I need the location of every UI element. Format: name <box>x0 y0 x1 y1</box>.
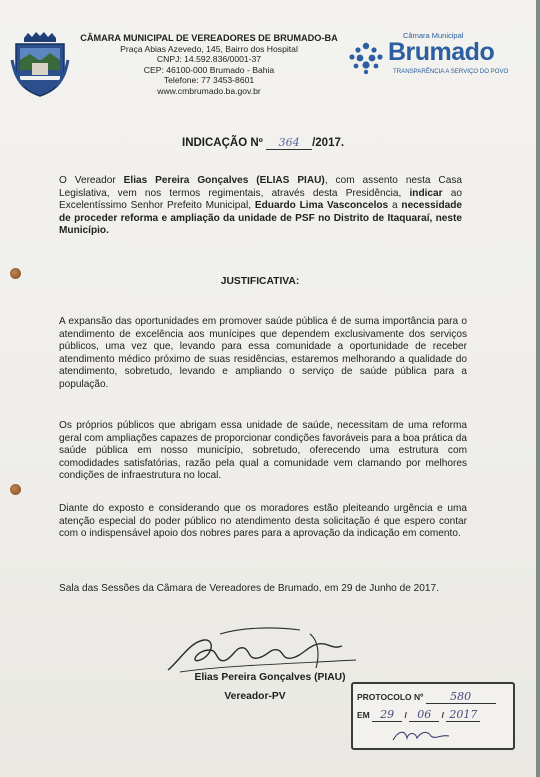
stamp-protocolo-row <box>357 690 496 704</box>
letterhead-cnpj: CNPJ: 14.592.836/0001-37 <box>156 54 262 65</box>
logo-dots-icon <box>347 41 385 75</box>
stamp-year: 2017 <box>446 708 480 722</box>
justificativa-paragraph-1: A expansão das oportunidades em promover saúde pública é de suma importância para o atendimento de excelência aos munícipes que dependem exclusivamente dos serviços públicos, uma vez que, levando para essa comunidade a oportunidade de receber atendimento médico próximo de suas residências, estaremos melhorando a qualidade do atendimento, sobretudo, levando e ampliando o serviço de saúde pública para a população. <box>59 316 467 390</box>
indicacao-number: 364 <box>266 136 312 150</box>
protocolo-value: 580 <box>426 690 496 704</box>
justificativa-paragraph-3: Diante do exposto e considerando que os moradores estão pleiteando urgência e uma atenção especial do poder público no atendimento desta solicitação é que espero contar com o indispensável apoio dos nobres pares para a aprovação da indicação em comento. <box>59 503 467 540</box>
punch-hole-top <box>10 268 21 279</box>
indicacao-prefix: INDICAÇÃO Nº <box>182 137 263 149</box>
intro-text-4: a <box>388 200 402 212</box>
indicar-word: indicar <box>409 187 443 199</box>
signer-name: Elias Pereira Gonçalves (PIAU) <box>194 672 346 683</box>
brumado-logo <box>347 31 519 81</box>
punch-hole-bottom <box>10 484 21 495</box>
date-separator-1: / <box>404 710 407 720</box>
protocolo-label: PROTOCOLO Nº <box>357 692 424 702</box>
date-separator-2: / <box>441 710 444 720</box>
stamp-day: 29 <box>372 708 402 722</box>
justificativa-heading: JUSTIFICATIVA: <box>220 276 300 287</box>
stamp-initials-signature <box>391 726 451 744</box>
intro-text-1: O Vereador <box>59 175 124 186</box>
intro-paragraph <box>59 175 462 238</box>
stamp-month: 06 <box>409 708 439 722</box>
logo-tagline: TRANSPARÊNCIA A SERVIÇO DO POVO <box>393 68 509 75</box>
indicacao-title <box>182 136 344 150</box>
letterhead-site: www.cmbrumado.ba.gov.br <box>157 85 261 96</box>
letterhead-phone: Telefone: 77 3453-8601 <box>163 75 255 86</box>
logo-top-text: Câmara Municipal <box>403 31 464 40</box>
letterhead-address: Praça Abias Azevedo, 145, Bairro dos Hospital <box>120 43 298 54</box>
em-label: EM <box>357 710 370 720</box>
stamp-date-row <box>357 708 480 722</box>
intro-text-2: , com assento nesta Casa Legislativa, vem nos termos regimentais, através desta Presidência, <box>59 175 462 199</box>
letterhead-org: CÂMARA MUNICIPAL DE VEREADORES DE BRUMADO-BA <box>80 33 338 43</box>
handwritten-signature <box>160 620 360 678</box>
letterhead-info <box>74 33 344 97</box>
justificativa-paragraph-2: Os próprios públicos que abrigam essa unidade de saúde, necessitam de uma reforma geral com ampliações capazes de proporcionar condições favoráveis para a boa prática da saúde pública em nosso município, sobretudo, oferecendo uma estrutura com comodidades satisfatórias, razão pela qual a comunidade vem clamando por melhores condições de infraestrutura no local. <box>59 420 467 482</box>
prefeito-name: Eduardo Lima Vasconcelos <box>254 200 389 212</box>
vereador-name: Elias Pereira Gonçalves (ELIAS PIAU) <box>123 175 325 186</box>
letterhead-cep: CEP: 46100-000 Brumado - Bahia <box>143 64 275 75</box>
protocol-stamp <box>351 682 511 748</box>
request-text: necessidade de proceder reforma e ampliação da unidade de PSF no Distrito de Itaquaraí, neste Município. <box>59 200 463 237</box>
closing-line: Sala das Sessões da Câmara de Vereadores de Brumado, em 29 de Junho de 2017. <box>59 583 439 594</box>
signer-role: Vereador-PV <box>224 691 286 702</box>
municipal-coat-of-arms <box>10 30 70 98</box>
indicacao-suffix: /2017. <box>312 137 345 149</box>
logo-name: Brumado <box>388 38 495 66</box>
intro-text-3: ao Excelentíssimo Senhor Prefeito Municipal, <box>59 187 462 212</box>
